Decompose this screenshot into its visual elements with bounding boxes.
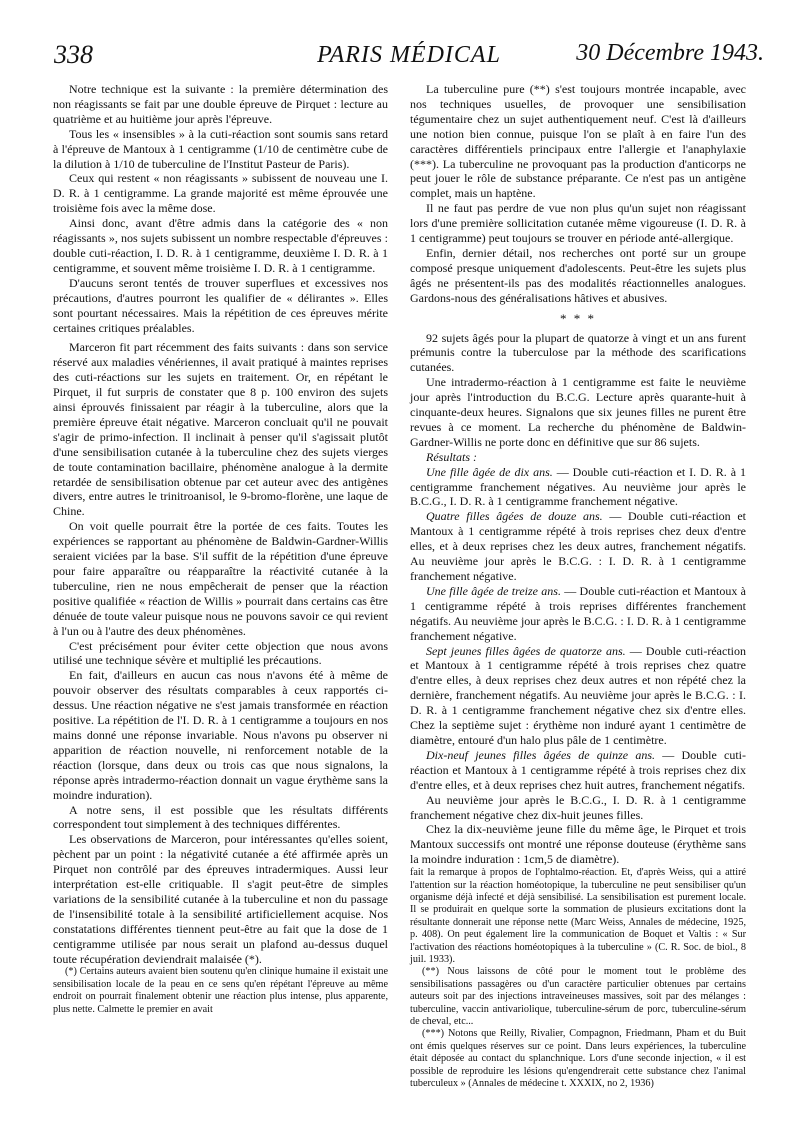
paragraph: Chez la dix-neuvième jeune fille du même âge, le Pirquet et trois Mantoux successifs ont montré une réponse douteuse (érythème sans la moindre induration : 1cm,5 de diamètre). (410, 822, 746, 867)
paragraph: C'est précisément pour éviter cette objection que nous avons utilisé une technique sévère et multiplié les précautions. (53, 638, 388, 668)
paragraph: Enfin, dernier détail, nos recherches ont porté sur un groupe composé presque uniquement d'adolescents. Peut-être les sujets plus âgés ne présentent-ils pas des modalités réactionnelles analogues. Gardons-nous des généralisations hâtives et abusives. (410, 245, 746, 305)
result-item (410, 748, 746, 793)
result-item (410, 509, 746, 584)
paragraph: Tous les « insensibles » à la cuti-réaction sont soumis sans retard à l'épreuve de Mantoux à 1 centigramme (1/10 de centimètre cube de la dilution à 1/10 de tuberculine de l'Institut Pasteur de Paris). (53, 126, 388, 171)
result-label: Une fille âgée de treize ans. (426, 583, 561, 598)
footnote: (***) Notons que Reilly, Rivalier, Compagnon, Friedmann, Pham et du Buit ont émis quelques réserves sur ce point. Dans leurs expériences, la tuberculine était déposée au contact du splanchnique. Lors d'une seconde injection, « il est possible de reproduire les lésions qu'engendrerait cette substance chez l'animal tuberculeux » (Annales de médecine t. XXXIX, no 2, 1936) (410, 1028, 746, 1090)
right-column (410, 82, 746, 1090)
left-column (53, 82, 388, 1016)
paragraph: Les observations de Marceron, pour intéressantes qu'elles soient, pèchent par un point : la négativité cutanée a été affirmée après un Pirquet non contrôlé par des épreuves intradermiques. Aussi leur interprétation est-elle critiquable. Il s'agit peut-être de simples variations de la sensibilité cutanée à la tuberculine et non du passage de l'insensibilité totale à la sensibilité artificiellement acquise. Nos constatations différentes tiennent peut-être au fait que la dose de 1 centigramme utilisée par nous serait un plafond au-dessus duquel toute récupération deviendrait malaisée (*). (53, 832, 388, 966)
result-text: — Double cuti-réaction et Mantoux à 1 centigramme répété à trois reprises chez dix d'entre elles, et à deux reprises chez huit autres, franchement négatifs. (410, 747, 746, 792)
page-header (54, 40, 764, 74)
footnote: fait la remarque à propos de l'ophtalmo-réaction. Et, d'après Weiss, qui a attiré l'attention sur la réaction homéotopique, la tuberculine ne peut sensibiliser qu'un organisme déjà infecté et déjà sensibilisé. La sensibilisation est purement locale. Il se produirait en quelque sorte la sommation de plusieurs excitations dont la résultante donnerait une réponse nette (Marc Weiss, Annales de médecine, 1925, p. 408). On peut également lire la communication de Boquet et Valtis : « Sur l'activation des réactions homéotopiques à la tuberculine » (C. R. Soc. de biol., 8 juil. 1933). (410, 867, 746, 965)
paragraph: D'aucuns seront tentés de trouver superflues et excessives nos précautions, d'autres pourront les qualifier de « délirantes ». Elles sont pourtant nécessaires. Mais la répétition de ces épreuves mérite certaines critiques préalables. (53, 275, 388, 335)
paragraph: Marceron fit part récemment des faits suivants : dans son service réservé aux maladies vénériennes, il avait pratiqué à maintes reprises des cuti-réactions sur les sujets en traitement. Or, en répétant le Pirquet, il fut surpris de constater que 8 p. 100 environ des sujets ainsi éprouvés finissaient par réagir à la tuberculine, alors que la première épreuve était négative. Marceron concluait qu'il ne pouvait s'agir de primo-infection. Il inclinait à penser qu'il s'agissait plutôt d'une sensibilisation cutanée à la tuberculine chez des sujets vierges de toute contamination bacillaire, phénomène analogue à la dermite retardée de sensibilisation obtenue par cet auteur avec des antigènes divers, entre autres le trinitroanisol, le 9-bromo-florène, une laque de Chine. (53, 340, 388, 519)
paragraph: A notre sens, il est possible que les résultats différents correspondent tout simplement à des techniques différentes. (53, 802, 388, 832)
paragraph: Il ne faut pas perdre de vue non plus qu'un sujet non réagissant lors d'une première sollicitation cutanée même vigoureuse (I. D. R. à 1 centigramme) peut toujours se trouver en période anté-allergique. (410, 201, 746, 246)
journal-title: PARIS MÉDICAL (317, 42, 501, 68)
paragraph: Une intradermo-réaction à 1 centigramme est faite le neuvième jour après l'introduction du B.C.G. Lecture après quarante-huit à cinquante-deux heures. Signalons que six jeunes filles ne purent être revues à ce moment. La recherche du phénomène de Baldwin-Gardner-Willis ne porte donc en définitive que sur 86 sujets. (410, 375, 746, 449)
result-text: — Double cuti-réaction et Mantoux à 1 centigramme répété à trois reprises chez quatre d'entre elles, à deux reprises chez deux autres et non répété chez la dernière, franchement négatifs. Au neuvième jour après le B.C.G. : I. D. R. à 1 centigramme franchement négative chez six d'entre elles. Chez la septième sujet : érythème non induré ayant 1 centimètre de diamètre, entouré d'un halo plus pâle de 1 centimètre. (410, 643, 747, 747)
footnote: (**) Nous laissons de côté pour le moment tout le problème des sensibilisations passagères ou d'un caractère particulier obtenues par certains auteurs soit par des injections intraveineuses massives, soit par des mélanges : tuberculine, vaccin antivariolique, tuberculine-sérum de porc, tuberculine-sérum de cheval, etc... (410, 966, 746, 1027)
paragraph: Ceux qui restent « non réagissants » subissent de nouveau une I. D. R. à 1 centigramme. La grande majorité est même éprouvée une troisième fois avec la même dose. (53, 171, 388, 216)
footnote: (*) Certains auteurs avaient bien soutenu qu'en clinique humaine il existait une sensibilisation locale de la peau en ce sens qu'en répétant l'épreuve au même endroit on pourrait finalement obtenir une réaction plus intense, plus apparente, plus nette. Calmette le premier en avait (53, 966, 388, 1015)
result-item (410, 465, 746, 510)
footnotes (53, 966, 388, 1016)
result-label: Quatre filles âgées de douze ans. (426, 509, 603, 524)
paragraph: 92 sujets âgés pour la plupart de quatorze à vingt et un ans furent prémunis contre la tuberculose par la méthode des scarifications cutanées. (410, 330, 746, 375)
issue-date: 30 Décembre 1943. (576, 40, 764, 66)
result-label: Une fille âgée de dix ans. (426, 464, 553, 479)
result-label: Sept jeunes filles âgées de quatorze ans. (426, 643, 626, 658)
results-heading: Résultats : (426, 449, 477, 464)
result-text: — Double cuti-réaction et Mantoux à 1 centigramme répété à trois reprises chez deux d'entre elles, et à deux reprises chez les deux autres, franchement négatifs. Au neuvième jour après le B.C.G. : I. D. R. à 1 centigramme franchement négative. (410, 509, 747, 583)
result-item (410, 584, 746, 644)
result-item (410, 644, 746, 748)
paragraph: On voit quelle pourrait être la portée de ces faits. Toutes les expériences se rapportant au phénomène de Baldwin-Gardner-Willis seraient viciées par la base. S'il suffit de la répétition d'une épreuve pour faire apparaître ou réapparaître la réactivité cutanée à la tuberculine, rien ne nous empêcherait de penser que la réaction positive qualifiée « réaction de Willis » pourrait dans certains cas être dénuée de toute valeur puisque nous ne pouvons savoir ce qui revient à l'un ou à l'autre des deux phénomènes. (53, 519, 388, 638)
paragraph: Notre technique est la suivante : la première détermination des non réagissants se fait par une double épreuve de Pirquet : lecture au quatrième et au huitième jour après l'épreuve. (53, 82, 388, 126)
paragraph: Ainsi donc, avant d'être admis dans la catégorie des « non réagissants », nos sujets subissent un nombre respectable d'épreuves : double cuti-réaction, I. D. R. à 1 centigramme, deuxième I. D. R. à 1 centigramme, et souvent même troisième I. D. R. à 1 centigramme. (53, 216, 388, 275)
paragraph: La tuberculine pure (**) s'est toujours montrée incapable, avec nos techniques usuelles, de provoquer une sensibilisation tégumentaire chez un sujet authentiquement neuf. C'est là d'ailleurs une notion bien connue, puisque l'on se plaît à en faire l'un des caractères différentiels principaux entre l'allergie et l'anaphylaxie (***). La tuberculine ne provoquant pas la production d'anticorps ne peut jouer le rôle de substance préparante. Ce n'est pas un antigène complet, mais un haptène. (410, 82, 746, 201)
paragraph: En fait, d'ailleurs en aucun cas nous n'avons été à même de pouvoir observer des résultats comparables à ceux rapportés ci-dessus. Une réaction négative ne s'est jamais transformée en réaction positive. La répétition de l'I. D. R. à 1 centigramme a toujours en nos mains donné une réponse invariable. Nous n'avons pu observer ni apparition de réaction nouvelle, ni renforcement notable de la réaction (lorsque, dans deux ou trois cas que nous signalons, la réponse après intradermo-réaction donnait un vague érythème sans la moindre induration). (53, 668, 388, 802)
result-text: — Double cuti-réaction et I. D. R. à 1 centigramme franchement négatives. Au neuvième jour après le B.C.G., I. D. R. à 1 centigramme franchement négative. (410, 464, 746, 509)
section-separator: * * * (560, 310, 596, 326)
page-number: 338 (54, 40, 93, 69)
paragraph: Au neuvième jour après le B.C.G., I. D. R. à 1 centigramme franchement négative chez dix-huit jeunes filles. (410, 792, 746, 822)
result-label: Dix-neuf jeunes filles âgées de quinze ans. (426, 747, 655, 762)
footnotes (410, 867, 746, 1090)
result-text: — Double cuti-réaction et Mantoux à 1 centigramme répété à trois reprises différentes franchement négatifs. Au neuvième jour après le B.C.G. : I. D. R. à 1 centigramme franchement négative. (410, 583, 746, 643)
